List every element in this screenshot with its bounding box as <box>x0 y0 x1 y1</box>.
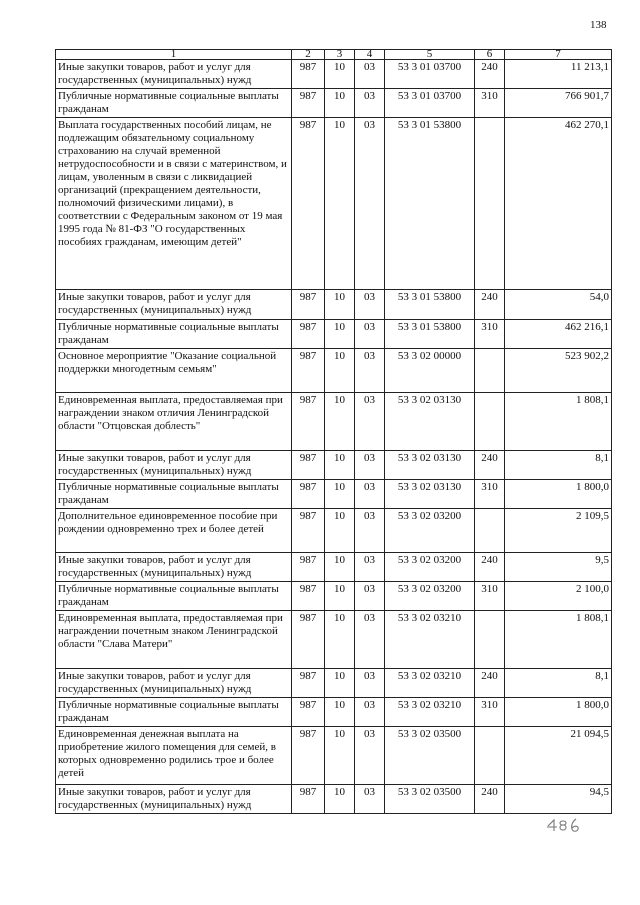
row-name: Единовременная выплата, предоставляемая при награждении почетным знаком Ленинградской области "Слава Матери" <box>56 611 292 669</box>
row-section-code: 10 <box>325 582 355 611</box>
row-subsection-code: 03 <box>355 509 385 553</box>
row-section-code: 10 <box>325 480 355 509</box>
row-subsection-code: 03 <box>355 349 385 393</box>
row-amount: 1 808,1 <box>505 611 612 669</box>
row-section-code: 10 <box>325 553 355 582</box>
row-target-article: 53 3 01 53800 <box>385 320 475 349</box>
row-expense-type: 240 <box>475 451 505 480</box>
col-header-7: 7 <box>505 50 612 60</box>
row-ministry-code: 987 <box>292 60 325 89</box>
row-amount: 1 800,0 <box>505 698 612 727</box>
row-subsection-code: 03 <box>355 320 385 349</box>
row-amount: 523 902,2 <box>505 349 612 393</box>
row-ministry-code: 987 <box>292 553 325 582</box>
row-name: Единовременная выплата, предоставляемая при награждении знаком отличия Ленинградской области "Отцовская доблесть" <box>56 393 292 451</box>
table-row <box>56 727 612 785</box>
row-section-code: 10 <box>325 118 355 290</box>
row-name: Публичные нормативные социальные выплаты гражданам <box>56 89 292 118</box>
row-ministry-code: 987 <box>292 320 325 349</box>
row-target-article: 53 3 01 53800 <box>385 118 475 290</box>
row-expense-type <box>475 727 505 785</box>
row-subsection-code: 03 <box>355 582 385 611</box>
row-section-code: 10 <box>325 451 355 480</box>
row-subsection-code: 03 <box>355 393 385 451</box>
row-ministry-code: 987 <box>292 582 325 611</box>
row-amount: 2 109,5 <box>505 509 612 553</box>
row-name: Основное мероприятие "Оказание социальной поддержки многодетным семьям" <box>56 349 292 393</box>
row-amount: 8,1 <box>505 669 612 698</box>
row-subsection-code: 03 <box>355 553 385 582</box>
row-name: Выплата государственных пособий лицам, не подлежащим обязательному социальному страхованию на случай временной нетрудоспособности и в связи с материнством, и лицам, уволенным в связи с ликвидацией организаций (прекращением деятельности, полномочий физическими лицами), в соответствии с Федеральным законом от 19 мая 1995 года № 81-ФЗ "О государственных пособиях гражданам, имеющим детей" <box>56 118 292 290</box>
row-amount: 94,5 <box>505 785 612 814</box>
row-target-article: 53 3 01 03700 <box>385 60 475 89</box>
table-row <box>56 451 612 480</box>
row-subsection-code: 03 <box>355 451 385 480</box>
row-amount: 21 094,5 <box>505 727 612 785</box>
row-ministry-code: 987 <box>292 698 325 727</box>
row-expense-type <box>475 393 505 451</box>
row-target-article: 53 3 02 03210 <box>385 698 475 727</box>
row-target-article: 53 3 02 03210 <box>385 669 475 698</box>
row-ministry-code: 987 <box>292 393 325 451</box>
row-ministry-code: 987 <box>292 785 325 814</box>
row-subsection-code: 03 <box>355 669 385 698</box>
row-target-article: 53 3 02 03500 <box>385 727 475 785</box>
row-expense-type: 240 <box>475 553 505 582</box>
row-subsection-code: 03 <box>355 290 385 320</box>
table-row <box>56 89 612 118</box>
row-target-article: 53 3 01 03700 <box>385 89 475 118</box>
row-expense-type: 240 <box>475 290 505 320</box>
row-name: Иные закупки товаров, работ и услуг для государственных (муниципальных) нужд <box>56 290 292 320</box>
row-section-code: 10 <box>325 89 355 118</box>
row-ministry-code: 987 <box>292 349 325 393</box>
row-target-article: 53 3 02 03200 <box>385 582 475 611</box>
row-name: Иные закупки товаров, работ и услуг для государственных (муниципальных) нужд <box>56 60 292 89</box>
row-expense-type: 240 <box>475 669 505 698</box>
row-ministry-code: 987 <box>292 727 325 785</box>
row-expense-type: 310 <box>475 89 505 118</box>
row-ministry-code: 987 <box>292 451 325 480</box>
row-expense-type <box>475 118 505 290</box>
col-header-2: 2 <box>292 50 325 60</box>
row-amount: 11 213,1 <box>505 60 612 89</box>
row-section-code: 10 <box>325 727 355 785</box>
row-section-code: 10 <box>325 320 355 349</box>
row-section-code: 10 <box>325 669 355 698</box>
row-name: Дополнительное единовременное пособие при рождении одновременно трех и более детей <box>56 509 292 553</box>
row-ministry-code: 987 <box>292 118 325 290</box>
row-target-article: 53 3 02 00000 <box>385 349 475 393</box>
row-section-code: 10 <box>325 611 355 669</box>
table-row <box>56 349 612 393</box>
col-header-1: 1 <box>56 50 292 60</box>
budget-table <box>55 49 612 814</box>
row-name: Иные закупки товаров, работ и услуг для государственных (муниципальных) нужд <box>56 553 292 582</box>
table-row <box>56 698 612 727</box>
row-amount: 1 808,1 <box>505 393 612 451</box>
row-ministry-code: 987 <box>292 611 325 669</box>
table-row <box>56 553 612 582</box>
row-subsection-code: 03 <box>355 611 385 669</box>
row-expense-type <box>475 349 505 393</box>
row-name: Иные закупки товаров, работ и услуг для государственных (муниципальных) нужд <box>56 669 292 698</box>
row-expense-type <box>475 509 505 553</box>
row-target-article: 53 3 02 03200 <box>385 509 475 553</box>
row-section-code: 10 <box>325 509 355 553</box>
row-subsection-code: 03 <box>355 698 385 727</box>
row-expense-type: 310 <box>475 320 505 349</box>
table-row <box>56 785 612 814</box>
row-section-code: 10 <box>325 349 355 393</box>
row-name: Единовременная денежная выплата на приобретение жилого помещения для семей, в которых одновременно родились трое и более детей <box>56 727 292 785</box>
row-target-article: 53 3 02 03130 <box>385 451 475 480</box>
table-row <box>56 611 612 669</box>
row-section-code: 10 <box>325 60 355 89</box>
table-row <box>56 290 612 320</box>
row-amount: 462 216,1 <box>505 320 612 349</box>
row-subsection-code: 03 <box>355 785 385 814</box>
page-number: 138 <box>590 19 607 31</box>
row-amount: 462 270,1 <box>505 118 612 290</box>
row-name: Публичные нормативные социальные выплаты гражданам <box>56 480 292 509</box>
table-row <box>56 393 612 451</box>
row-amount: 766 901,7 <box>505 89 612 118</box>
row-ministry-code: 987 <box>292 290 325 320</box>
row-amount: 8,1 <box>505 451 612 480</box>
handwritten-mark <box>545 816 585 834</box>
row-section-code: 10 <box>325 698 355 727</box>
table-row <box>56 509 612 553</box>
row-section-code: 10 <box>325 393 355 451</box>
col-header-3: 3 <box>325 50 355 60</box>
row-target-article: 53 3 02 03200 <box>385 553 475 582</box>
row-expense-type <box>475 611 505 669</box>
table-row <box>56 320 612 349</box>
row-name: Публичные нормативные социальные выплаты гражданам <box>56 582 292 611</box>
row-expense-type: 310 <box>475 480 505 509</box>
row-target-article: 53 3 02 03210 <box>385 611 475 669</box>
table-row <box>56 60 612 89</box>
row-amount: 2 100,0 <box>505 582 612 611</box>
col-header-4: 4 <box>355 50 385 60</box>
row-amount: 1 800,0 <box>505 480 612 509</box>
row-expense-type: 310 <box>475 582 505 611</box>
header-row <box>56 50 612 60</box>
row-ministry-code: 987 <box>292 669 325 698</box>
row-name: Публичные нормативные социальные выплаты гражданам <box>56 698 292 727</box>
row-expense-type: 310 <box>475 698 505 727</box>
row-subsection-code: 03 <box>355 727 385 785</box>
table-row <box>56 480 612 509</box>
row-amount: 54,0 <box>505 290 612 320</box>
row-subsection-code: 03 <box>355 118 385 290</box>
table-row <box>56 118 612 290</box>
row-ministry-code: 987 <box>292 480 325 509</box>
row-name: Иные закупки товаров, работ и услуг для государственных (муниципальных) нужд <box>56 785 292 814</box>
row-subsection-code: 03 <box>355 60 385 89</box>
row-subsection-code: 03 <box>355 89 385 118</box>
row-target-article: 53 3 01 53800 <box>385 290 475 320</box>
row-ministry-code: 987 <box>292 89 325 118</box>
row-expense-type: 240 <box>475 60 505 89</box>
row-ministry-code: 987 <box>292 509 325 553</box>
row-target-article: 53 3 02 03130 <box>385 393 475 451</box>
row-amount: 9,5 <box>505 553 612 582</box>
table-row <box>56 582 612 611</box>
row-target-article: 53 3 02 03130 <box>385 480 475 509</box>
row-name: Иные закупки товаров, работ и услуг для государственных (муниципальных) нужд <box>56 451 292 480</box>
row-target-article: 53 3 02 03500 <box>385 785 475 814</box>
row-name: Публичные нормативные социальные выплаты гражданам <box>56 320 292 349</box>
table-row <box>56 669 612 698</box>
row-expense-type: 240 <box>475 785 505 814</box>
row-subsection-code: 03 <box>355 480 385 509</box>
row-section-code: 10 <box>325 290 355 320</box>
col-header-6: 6 <box>475 50 505 60</box>
row-section-code: 10 <box>325 785 355 814</box>
col-header-5: 5 <box>385 50 475 60</box>
